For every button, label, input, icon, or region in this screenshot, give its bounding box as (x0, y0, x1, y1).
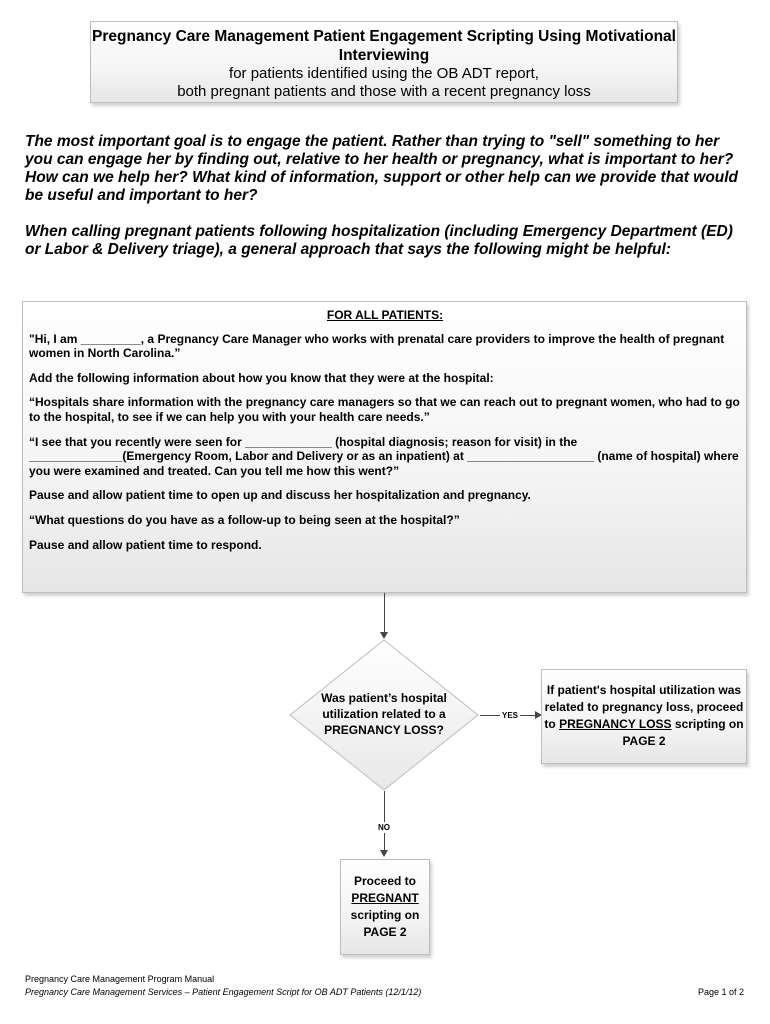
pregnant-box-line3: scripting on (350, 908, 420, 922)
script-box (22, 301, 747, 593)
goal-paragraph: The most important goal is to engage the patient. Rather than trying to "sell" something to her you can engage her by finding out, relative to her health or pregnancy, what is important to her? How can we help her? What kind of information, support or other help can we provide that would be useful and important to her? (25, 133, 739, 204)
script-instruction: Add the following information about how you know that they were at the hospital: (29, 370, 494, 385)
title-box (90, 21, 678, 103)
decision-question: Was patient’s hospital utilization related to a PREGNANCY LOSS? (321, 691, 447, 737)
arrow-down-icon (380, 632, 388, 639)
subtitle-line1: for patients identified using the OB ADT report, (229, 65, 539, 82)
approach-paragraph: When calling pregnant patients following hospitalization (including Emergency Department (ED) or Labor & Delivery triage), a general approach that says the following might be helpful: (25, 223, 733, 258)
loss-box-page: PAGE 2 (622, 734, 666, 748)
script-followup-question: “What questions do you have as a follow-up to being seen at the hospital?” (29, 512, 460, 527)
script-intro-line: "Hi, I am _________, a Pregnancy Care Manager who works with prenatal care providers to improve the health of pregnant women in North Carolina.” (29, 331, 725, 361)
script-seen-for: “I see that you recently were seen for _____________ (hospital diagnosis; reason for visit) in the ______________(Emergency Room, Labor and Delivery or as an inpatient) at ___________________ (name of hospital) where you were examined and treated. Can you tell me how this went?” (29, 434, 739, 478)
subtitle-line2: both pregnant patients and those with a recent pregnancy loss (177, 83, 591, 100)
script-hospital-share: “Hospitals share information with the pregnancy care managers so that we can reach out to pregnant women, who had to go to the hospital, to see if we can help you with your health care needs.” (29, 395, 740, 424)
pregnant-link-text: PREGNANT (351, 891, 419, 905)
pregnant-box-page: PAGE 2 (363, 925, 407, 939)
document-title-line2: Interviewing (338, 47, 430, 64)
page-number: Page 1 of 2 (697, 987, 744, 997)
no-label: NO (378, 823, 390, 832)
yes-label: YES (502, 711, 519, 720)
script-pause-2: Pause and allow patient time to respond. (29, 537, 262, 552)
pregnant-box-line1: Proceed to (353, 874, 416, 888)
connector-line (384, 593, 385, 634)
pregnant-box (340, 859, 430, 955)
document-title-line1: Pregnancy Care Management Patient Engagement Scripting Using Motivational (92, 28, 676, 45)
script-pause-1: Pause and allow patient time to open up and discuss her hospitalization and pregnancy. (29, 488, 531, 503)
loss-box-text: If patient's hospital utilization was related to pregnancy loss, proceed to (544, 683, 744, 731)
arrow-down-icon (380, 850, 388, 857)
loss-box-text-after: scripting on (671, 717, 744, 731)
pregnancy-loss-box (541, 669, 747, 764)
footer-document: Pregnancy Care Management Services – Patient Engagement Script for OB ADT Patients (12/1/12) (25, 987, 422, 997)
footer-manual: Pregnancy Care Management Program Manual (25, 974, 215, 984)
script-heading: FOR ALL PATIENTS: (326, 308, 444, 322)
pregnancy-loss-link-text: PREGNANCY LOSS (559, 717, 672, 731)
no-connector-line (384, 791, 385, 851)
